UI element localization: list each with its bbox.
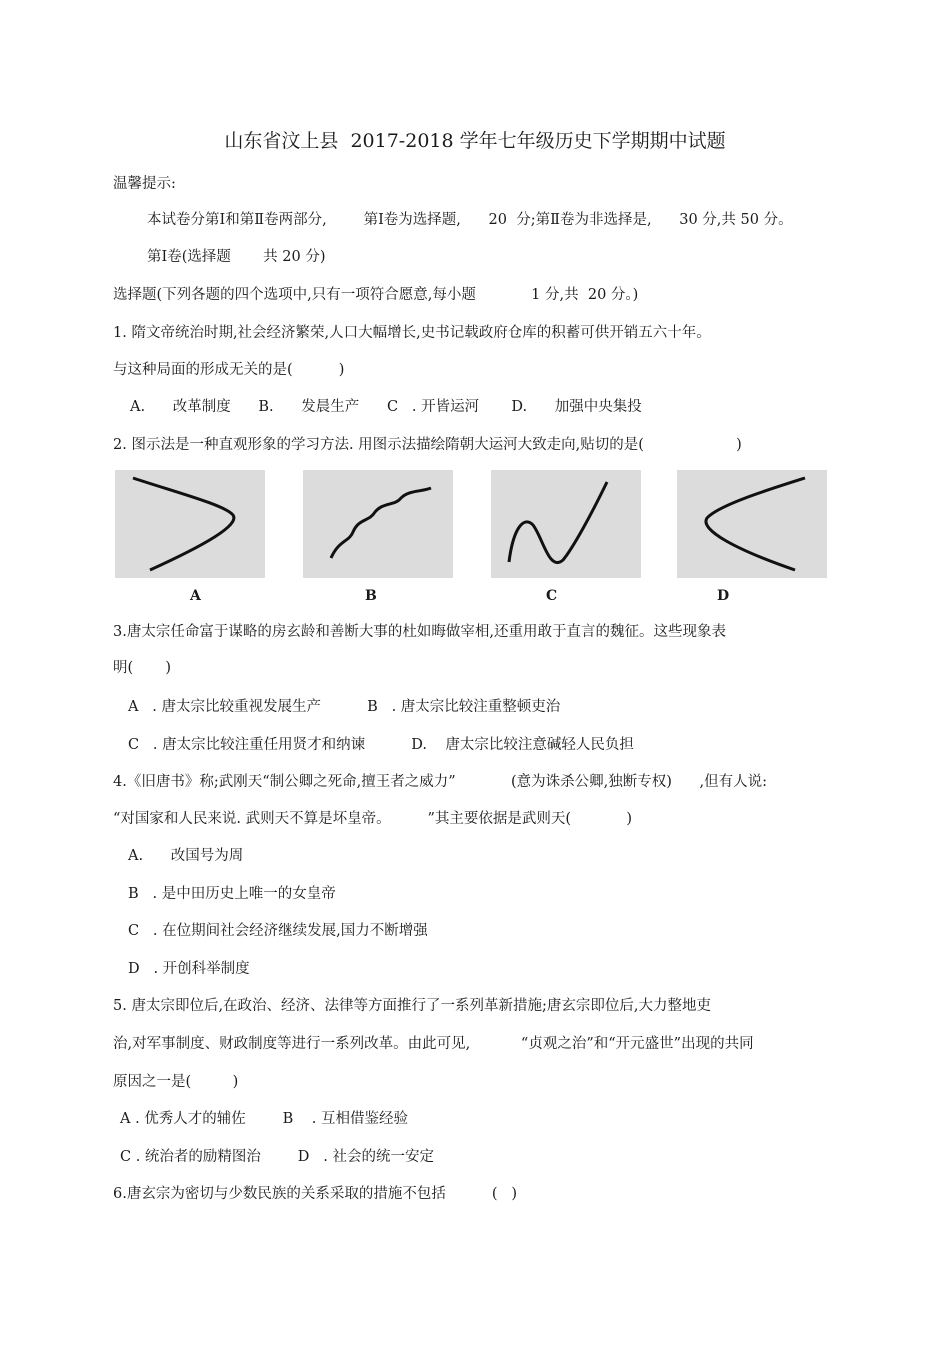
figure-b-label: B xyxy=(365,588,377,604)
q5-stem-line1: 5. 唐太宗即位后,在政治、经济、法律等方面推行了一系列革新措施;唐玄宗即位后,大力整地吏 xyxy=(113,998,712,1014)
q2-figure-row xyxy=(115,470,835,610)
q1-options: A. 改革制度 B. 发晨生产 C . 开皆运河 D. 加强中央集投 xyxy=(130,399,642,415)
q5-stem-line3: 原因之一是( ) xyxy=(113,1074,239,1090)
tip-label: 温馨提示: xyxy=(113,176,176,192)
q1-stem-line2: 与这种局面的形成无关的是( ) xyxy=(113,362,345,378)
figure-c-label: C xyxy=(546,588,558,604)
q2-stem: 2. 图示法是一种直观形象的学习方法. 用图示法描绘隋朝大运河大致走向,贴切的是( ) xyxy=(113,437,742,453)
q4-stem-line1: 4.《旧唐书》称;武刚天“制公卿之死命,擅王者之威力” (意为诛杀公卿,独断专权) ,但有人说: xyxy=(113,774,768,790)
q3-options-cd: C . 唐太宗比较注重任用贤才和纳谏 D. 唐太宗比较注意碱轻人民负担 xyxy=(128,737,634,753)
curve-a-shape xyxy=(115,470,265,578)
q3-stem-line1: 3.唐太宗任命富于谋略的房玄龄和善断大事的杜如晦做宰相,还重用敢于直言的魏征。这些现象表 xyxy=(113,624,726,640)
curve-d-shape xyxy=(677,470,827,578)
q5-stem-line2: 治,对军事制度、财政制度等进行一系列改革。由此可见, “贞观之治”和“开元盛世”出现的共同 xyxy=(113,1036,754,1052)
q4-stem-line2: “对国家和人民来说. 武则天不算是坏皇帝。 ”其主要依据是武则天( ) xyxy=(113,811,633,827)
q4-option-c: C . 在位期间社会经济继续发展,国力不断增强 xyxy=(128,923,428,939)
q5-options-cd: C . 统治者的励精图治 D . 社会的统一安定 xyxy=(120,1149,434,1165)
section-title: 第Ⅰ卷(选择题 共 20 分) xyxy=(147,249,326,265)
q1-stem-line1: 1. 隋文帝统治时期,社会经济繁荣,人口大幅增长,史书记载政府仓库的积蓄可供开销五六十年。 xyxy=(113,325,711,341)
q3-options-ab: A . 唐太宗比较重视发展生产 B . 唐太宗比较注重整顿吏治 xyxy=(128,699,561,715)
q6-stem: 6.唐玄宗为密切与少数民族的关系采取的措施不包括 ( ) xyxy=(113,1186,518,1202)
q4-option-d: D . 开创科举制度 xyxy=(128,961,250,977)
figure-a-label: A xyxy=(190,588,201,604)
q5-options-ab: A . 优秀人才的辅佐 B . 互相借鉴经验 xyxy=(120,1111,408,1127)
q3-stem-line2: 明( ) xyxy=(113,660,172,676)
page-title: 山东省汶上县 2017-2018 学年七年级历史下学期期中试题 xyxy=(224,130,726,152)
curve-b-shape xyxy=(303,470,453,578)
figure-d-label: D xyxy=(717,588,730,604)
q4-option-b: B . 是中田历史上唯一的女皇帝 xyxy=(128,886,336,902)
curve-c-shape xyxy=(491,470,641,578)
instructions: 选择题(下列各题的四个选项中,只有一项符合愿意,每小题 1 分,共 20 分。) xyxy=(113,287,639,303)
tip-text: 本试卷分第Ⅰ和第Ⅱ卷两部分, 第Ⅰ卷为选择题, 20 分;第Ⅱ卷为非选择是, 30 分,共 50 分。 xyxy=(147,212,793,228)
q4-option-a: A. 改国号为周 xyxy=(128,848,244,864)
